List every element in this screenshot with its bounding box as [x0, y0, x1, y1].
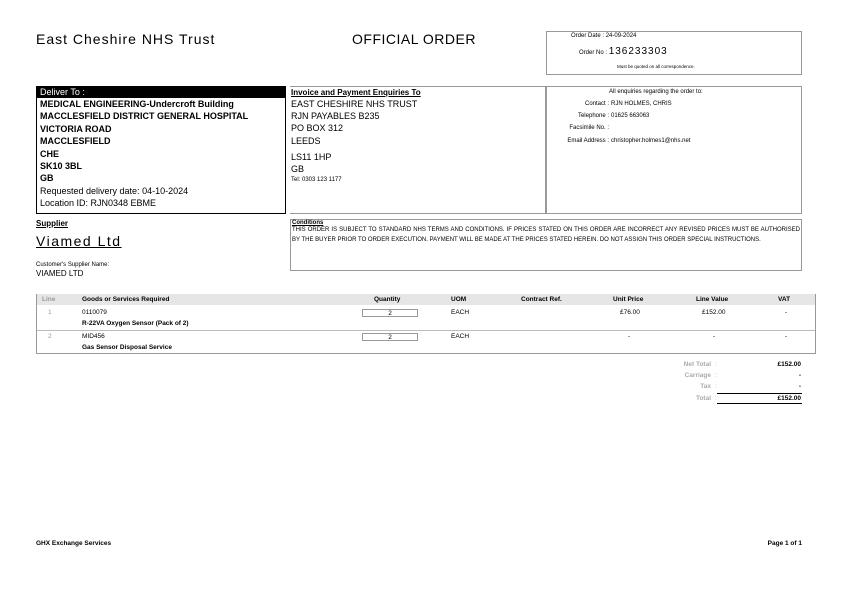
- deliver-line: MACCLESFIELD: [40, 136, 111, 147]
- total-rule-bottom: [717, 403, 802, 404]
- row1-uom: EACH: [451, 309, 470, 316]
- invoice-box: [290, 86, 546, 214]
- order-no-label: Order No :: [579, 50, 608, 56]
- col-contract-ref: Contract Ref.: [521, 296, 562, 303]
- invoice-heading: Invoice and Payment Enquiries To: [291, 88, 421, 97]
- tax: -: [798, 383, 801, 390]
- carriage: -: [798, 372, 801, 379]
- row1-vat: -: [785, 309, 788, 316]
- deliver-heading: Deliver To :: [37, 87, 285, 98]
- invoice-line: GB: [291, 164, 305, 175]
- supplier-heading: Supplier: [36, 219, 69, 228]
- deliver-to-box: [36, 86, 286, 214]
- document-title: OFFICIAL ORDER: [352, 31, 476, 47]
- net-total: £152.00: [777, 361, 801, 368]
- deliver-line: VICTORIA ROAD: [40, 123, 112, 134]
- conditions-heading: Conditions: [292, 220, 324, 226]
- contact-label: Contact :: [584, 101, 609, 107]
- conditions-box: [290, 219, 802, 271]
- telephone: 01625 663063: [611, 113, 650, 119]
- col-line: Line: [42, 296, 56, 303]
- carriage-label: Carriage: [684, 372, 711, 379]
- page-number: Page 1 of 1: [767, 540, 802, 547]
- customer-supplier-name: VIAMED LTD: [36, 269, 84, 278]
- row2-unit-price: -: [628, 333, 631, 340]
- col-goods: Goods or Services Required: [82, 296, 170, 303]
- row1-line: 1: [48, 309, 52, 316]
- total-rule-top: [717, 393, 802, 394]
- deliver-line: MEDICAL ENGINEERING-Undercroft Building: [40, 99, 234, 109]
- order-date: 24-09-2024: [605, 33, 637, 39]
- row2-line: 2: [48, 333, 52, 340]
- invoice-line: RJN PAYABLES B235: [291, 111, 380, 122]
- invoice-line: PO BOX 312: [291, 123, 344, 134]
- net-total-label: Net Total: [683, 361, 711, 368]
- order-info-box: [546, 31, 802, 75]
- deliver-line: MACCLESFIELD DISTRICT GENERAL HOSPITAL: [40, 111, 249, 122]
- col-unit-price: Unit Price: [613, 296, 644, 303]
- deliver-address: [37, 98, 285, 210]
- total-label: Total: [695, 395, 711, 402]
- row2-uom: EACH: [451, 333, 470, 340]
- conditions-text: THIS ORDER IS SUBJECT TO STANDARD NHS TERMS AND CONDITIONS. IF PRICES STATED ON THIS ORDER ARE INCORRECT ANY REVISED PRICES MUST BE AUTHORISED BY THE BUYER PRIOR TO ORDER EXECUTION. PAYMENT WILL BE MADE AT THE PRICES STATED HEREIN. DO NOT ASSIGN THIS ORDER SPECIAL INSTRUCTIONS.: [292, 227, 800, 243]
- deliver-line: SK10 3BL: [40, 161, 83, 172]
- quote-note: Must be quoted on all correspondence.: [617, 64, 695, 69]
- fax-label: Facsimile No. :: [569, 125, 609, 131]
- row2-vat: -: [785, 333, 788, 340]
- row1-line-value: £152.00: [702, 309, 726, 316]
- col-quantity: Quantity: [374, 296, 401, 303]
- order-no: 136233303: [608, 46, 668, 57]
- row1-qty: 2: [362, 309, 418, 317]
- row2-qty: 2: [362, 333, 418, 341]
- row2-desc: Gas Sensor Disposal Service: [82, 344, 172, 351]
- row1-desc: R-22VA Oxygen Sensor (Pack of 2): [82, 320, 189, 327]
- order-no-row: [579, 46, 668, 57]
- deliver-line: GB: [40, 173, 54, 184]
- contact-box: [546, 86, 802, 214]
- order-date-row: [571, 33, 636, 39]
- email-label: Email Address :: [567, 138, 609, 144]
- trust-name: East Cheshire NHS Trust: [36, 31, 216, 47]
- row-separator: [37, 330, 815, 331]
- footer-left: GHX Exchange Services: [36, 540, 112, 547]
- customer-supplier-label: Customer's Supplier Name:: [36, 262, 110, 268]
- order-date-label: Order Date :: [571, 33, 605, 39]
- total: £152.00: [777, 395, 801, 402]
- row2-code: MID456: [82, 333, 105, 340]
- supplier-name: Viamed Ltd: [36, 233, 122, 249]
- row1-code: 0110079: [82, 309, 107, 316]
- enquiries-note: All enquiries regarding the order to:: [609, 89, 703, 95]
- row1-unit-price: £76.00: [620, 309, 640, 316]
- col-vat: VAT: [778, 296, 791, 303]
- requested-delivery-date: Requested delivery date: 04-10-2024: [40, 185, 189, 196]
- location-id: Location ID: RJN0348 EBME: [40, 198, 157, 209]
- invoice-line: EAST CHESHIRE NHS TRUST: [291, 99, 418, 109]
- col-uom: UOM: [451, 296, 467, 303]
- row2-line-value: -: [713, 333, 716, 340]
- telephone-label: Telephone :: [577, 113, 609, 119]
- email[interactable]: christopher.holmes1@nhs.net: [611, 138, 691, 144]
- col-line-value: Line Value: [696, 296, 729, 303]
- deliver-line: CHE: [40, 148, 60, 159]
- invoice-line: LS11 1HP: [291, 151, 332, 162]
- invoice-line: LEEDS: [291, 135, 321, 146]
- invoice-tel: Tel: 0303 123 1177: [291, 177, 342, 184]
- contact-name: RJN HOLMES, CHRIS: [611, 101, 672, 107]
- tax-label: Tax: [700, 383, 711, 390]
